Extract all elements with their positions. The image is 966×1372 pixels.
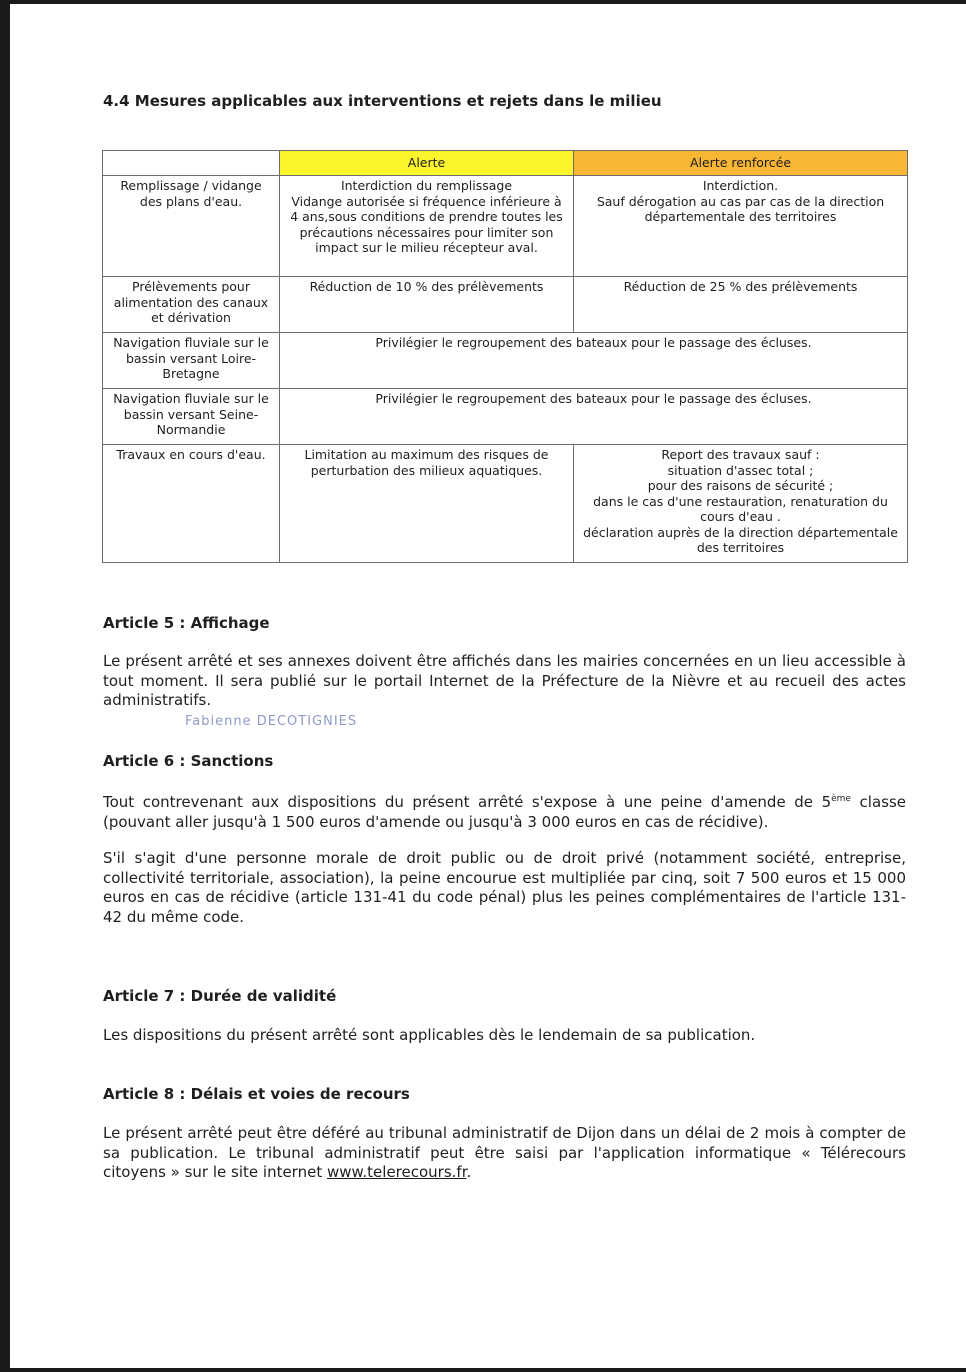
cell-line: Interdiction du remplissage Vidange autorisée si fréquence inférieure à 4 ans,sous conditions de prendre toutes les précautions nécessaires pour limiter son impact sur le milieu récepteur aval. — [290, 178, 563, 255]
article-5-title: Article 5 : Affichage — [103, 614, 270, 632]
article-6-text-2: S'il s'agit d'une personne morale de droit public ou de droit privé (notamment société, entreprise, collectivité territoriale, association), la peine encourue est multipliée par cinq, soit 7 500 euros et 15 000 euros en cas de récidive (article 131-41 du code pénal) plus les peines complémentaires de l'article 131-42 du même code. — [103, 849, 906, 926]
ink-stamp: Fabienne DECOTIGNIES — [185, 714, 358, 729]
merged-cell: Privilégier le regroupement des bateaux pour le passage des écluses. — [280, 333, 908, 389]
alerte-cell: Limitation au maximum des risques de perturbation des milieux aquatiques. — [280, 445, 574, 563]
row-label: Remplissage / vidange des plans d'eau. — [103, 176, 280, 277]
row-label: Prélèvements pour alimentation des canaux et dérivation — [103, 277, 280, 333]
alerte-cell — [280, 176, 574, 277]
article-6-text-1 — [103, 790, 906, 832]
measures-table — [102, 150, 908, 563]
row-label: Navigation fluviale sur le bassin versant Loire-Bretagne — [103, 333, 280, 389]
alerte-cell: Réduction de 10 % des prélèvements — [280, 277, 574, 333]
table-row — [103, 445, 908, 563]
article-7-title: Article 7 : Durée de validité — [103, 987, 337, 1005]
header-alerte-renforcee: Alerte renforcée — [574, 151, 908, 176]
renforcee-cell — [574, 176, 908, 277]
table-header-row — [103, 151, 908, 176]
section-title: 4.4 Mesures applicables aux interventions et rejets dans le milieu — [103, 92, 662, 110]
article-8-title: Article 8 : Délais et voies de recours — [103, 1085, 410, 1103]
cell-line: Interdiction. Sauf dérogation au cas par cas de la direction départementale des territoires — [596, 178, 885, 224]
superscript: ème — [831, 794, 851, 804]
text-part: . — [466, 1163, 472, 1181]
text-part: Tout contrevenant aux dispositions du présent arrêté s'expose à une peine d'amende de 5 — [103, 793, 832, 811]
header-empty — [103, 151, 280, 176]
document-page — [10, 4, 966, 1368]
table-row — [103, 176, 908, 277]
renforcee-cell — [574, 445, 908, 563]
table-row — [103, 389, 908, 445]
renforcee-cell: Réduction de 25 % des prélèvements — [574, 277, 908, 333]
merged-cell: Privilégier le regroupement des bateaux pour le passage des écluses. — [280, 389, 908, 445]
table-row — [103, 277, 908, 333]
article-5-text: Le présent arrêté et ses annexes doivent être affichés dans les mairies concernées en un lieu accessible à tout moment. Il sera publié sur le portail Internet de la Préfecture de la Nièvre et au recueil des actes administratifs. — [103, 652, 906, 709]
text-part: Le présent arrêté peut être déféré au tribunal administratif de Dijon dans un délai de 2 mois à compter de sa publication. Le tribunal administratif peut être saisi par l'application informatique « Télérecours citoyens » sur le site internet — [103, 1124, 906, 1181]
cell-line: Report des travaux sauf : situation d'assec total ; pour des raisons de sécurité ; dans le cas d'une restauration, renaturation du cours d'eau . déclaration auprès de la direction départementale des territoires — [583, 447, 898, 555]
telerecours-link[interactable]: www.telerecours.fr — [326, 1163, 467, 1181]
header-alerte: Alerte — [280, 151, 574, 176]
article-8-text — [103, 1124, 906, 1183]
article-6-title: Article 6 : Sanctions — [103, 752, 274, 770]
row-label: Travaux en cours d'eau. — [103, 445, 280, 563]
text-part: classe (pouvant aller jusqu'à 1 500 euros d'amende ou jusqu'à 3 000 euros en cas de récidive). — [103, 793, 907, 831]
row-label: Navigation fluviale sur le bassin versant Seine-Normandie — [103, 389, 280, 445]
article-7-text: Les dispositions du présent arrêté sont applicables dès le lendemain de sa publication. — [103, 1026, 756, 1044]
table-row — [103, 333, 908, 389]
